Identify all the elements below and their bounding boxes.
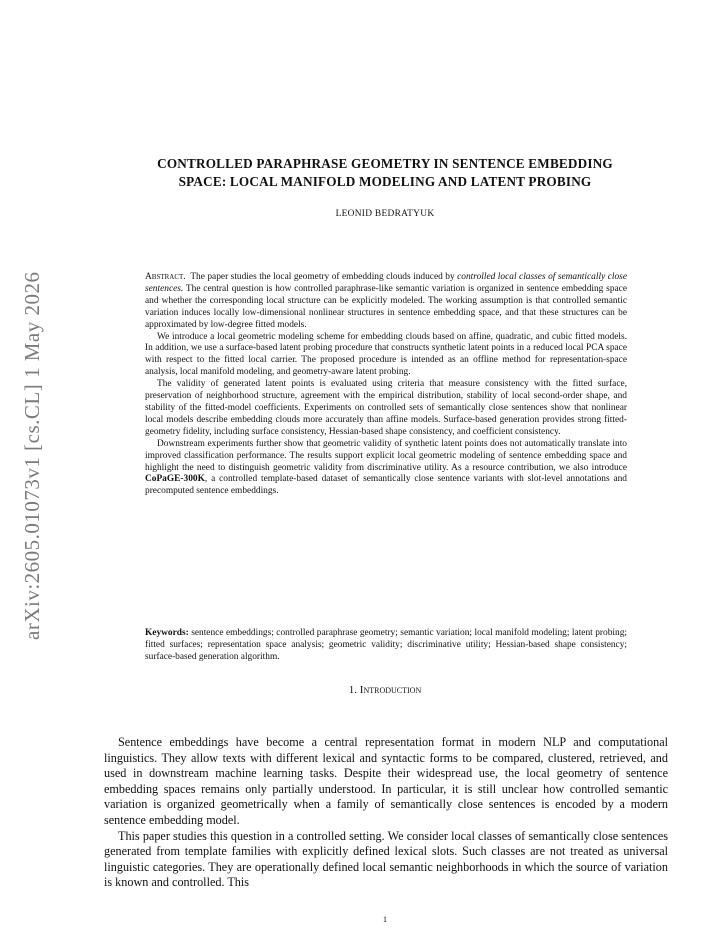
abstract-paragraph-3: The validity of generated latent points is evaluated using criteria that measure consistency with the fitted surface, preservation of neighborhood structure, agreement with the empirical distribution, stability of local second-order shape, and stability of the fitted-model coefficients. Experiments on controlled sets of semantically close sentences show that nonlinear local models describe embedding clouds more accurately than affine models. Surface-based generation provides strong fitted-geometry fidelity, including surface consistency, Hessian-based shape consistency, and coefficient consistency. — [145, 379, 627, 437]
abstract-paragraph-2: We introduce a local geometric modeling scheme for embedding clouds based on affine, quadratic, and cubic fitted models. In addition, we use a surface-based latent probing procedure that constructs synthetic latent points in a reduced local PCA space with respect to the fitted local carrier. The proposed procedure is intended as an offline method for representation-space analysis, local manifold modeling, and geometry-aware latent probing. — [145, 331, 627, 378]
abstract-p1-emphasis: controlled local classes of semantically close sentences. — [145, 272, 627, 294]
section-number: 1. — [348, 684, 358, 696]
arxiv-identifier: arXiv:2605.01073v1 [cs.CL] 1 May 2026 — [20, 271, 44, 640]
section-heading — [95, 684, 675, 696]
introduction-body — [104, 735, 668, 891]
keywords — [145, 627, 627, 663]
page-number: 1 — [382, 914, 388, 924]
section-title: Introduction — [359, 684, 422, 696]
abstract-paragraph-1 — [145, 272, 627, 332]
title-line-1: CONTROLLED PARAPHRASE GEOMETRY IN SENTENCE EMBEDDING — [157, 156, 613, 171]
intro-paragraph-2: This paper studies this question in a controlled setting. We consider local classes of semantically close sentences generated from template families with explicitly defined lexical slots. Such classes are not treated as universal linguistic categories. They are operationally defined local semantic neighborhoods in which the source of variation is known and controlled. This — [104, 828, 668, 890]
abstract — [145, 272, 627, 498]
dataset-name: CoPaGE-300K — [145, 474, 205, 485]
abstract-p4-end: , a controlled template-based dataset of semantically close sentence variants with slot-level annotations and precomputed sentence embeddings. — [145, 474, 627, 497]
abstract-p4-start: Downstream experiments further show that geometric validity of synthetic latent points does not automatically translate into improved classification performance. The results support explicit local geometric modeling of sentence embedding space and highlight the need to distinguish geometric validity from discriminative utility. As a resource contribution, we also introduce — [145, 438, 627, 473]
keywords-text: sentence embeddings; controlled paraphrase geometry; semantic variation; local manifold modeling; latent probing; fitted surfaces; representation space analysis; geometric validity; discriminative utility; Hessian-based shape consistency; surface-based generation algorithm. — [145, 628, 627, 662]
author-name: LEONID BEDRATYUK — [335, 209, 435, 219]
keywords-label: Keywords: — [145, 628, 189, 638]
abstract-p1-end: The central question is how controlled paraphrase-like semantic variation is organized in sentence embedding space and whether the corresponding local structure can be explicitly modeled. The working assumption is that controlled semantic variation induces locally low-dimensional nonlinear structures in sentence embedding space, and that these structures can be approximated by low-degree fitted models. — [145, 283, 627, 330]
abstract-p1-start: The paper studies the local geometry of embedding clouds induced by — [190, 272, 458, 282]
paper-title — [95, 155, 675, 191]
title-line-2: SPACE: LOCAL MANIFOLD MODELING AND LATENT PROBING — [178, 174, 592, 189]
abstract-paragraph-4 — [145, 439, 627, 499]
abstract-heading: Abstract. — [145, 272, 186, 282]
intro-paragraph-1: Sentence embeddings have become a central representation format in modern NLP and computational linguistics. They allow texts with different lexical and syntactic forms to be compared, clustered, retrieved, and used in downstream machine learning tasks. Despite their widespread use, the local geometry of sentence embedding spaces remains only partially understood. In particular, it is still unclear how controlled semantic variation is organized geometrically when a family of semantically close sentences is encoded by a modern sentence embedding model. — [104, 735, 668, 827]
